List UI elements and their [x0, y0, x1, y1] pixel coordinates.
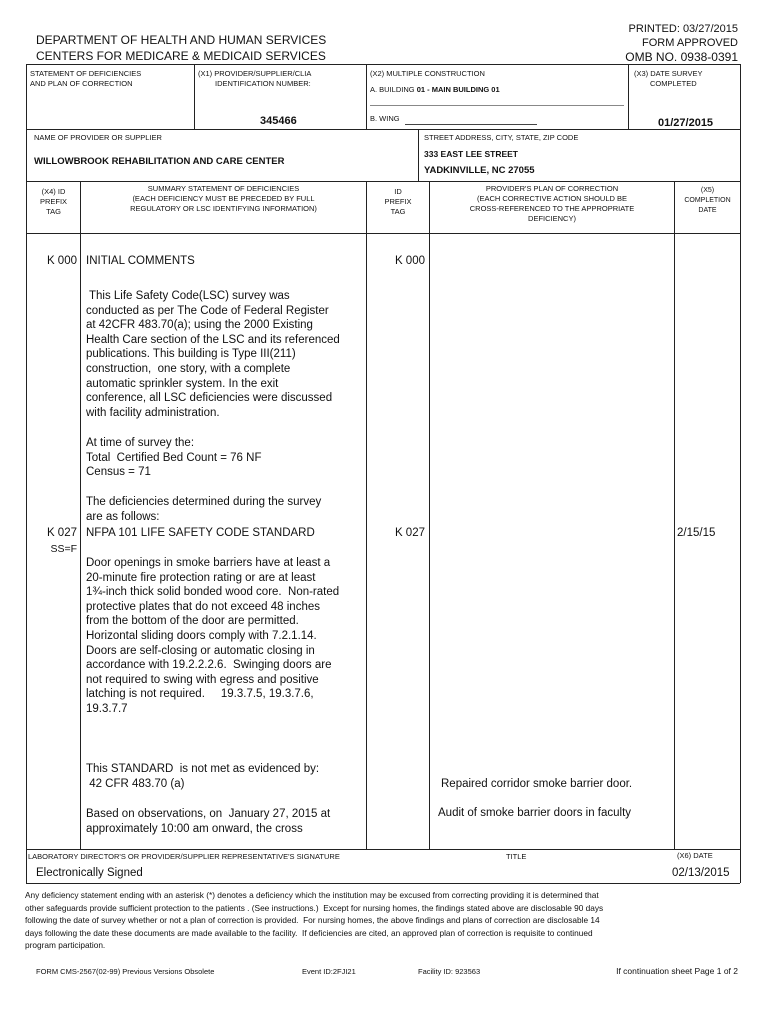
rule-col-x4: [80, 181, 81, 849]
provider-name: WILLOWBROOK REHABILITATION AND CARE CENTER: [34, 156, 285, 167]
k000-id: K 000: [394, 255, 425, 267]
statement-label: STATEMENT OF DEFICIENCIES AND PLAN OF CORRECTION: [30, 69, 142, 88]
x4-header: (X4) ID PREFIX TAG: [39, 187, 68, 216]
wing-label: B. WING: [370, 114, 400, 123]
not-met-text: This STANDARD is not met as evidenced by: 42 CFR 483.70 (a): [86, 763, 320, 790]
k027-id: K 027: [394, 527, 425, 539]
plan-audit: Audit of smoke barrier doors in faculty: [438, 807, 632, 819]
omb-number: OMB NO. 0938-0391: [625, 50, 738, 64]
rule-x2: [366, 64, 367, 129]
x2-label: (X2) MULTIPLE CONSTRUCTION: [370, 69, 485, 78]
signature-label: LABORATORY DIRECTOR'S OR PROVIDER/SUPPLIER REPRESENTATIVE'S SIGNATURE: [28, 852, 340, 861]
provider-name-label: NAME OF PROVIDER OR SUPPLIER: [34, 133, 162, 142]
x5-header: (X5) COMPLETION DATE: [684, 187, 731, 214]
form-approved: FORM APPROVED: [642, 37, 738, 49]
k027-tag: K 027: [46, 527, 77, 539]
event-id: Event ID:2FJI21: [302, 967, 356, 976]
building-row: [370, 85, 500, 95]
k027-scope: SS=F: [50, 543, 77, 555]
agency-title: CENTERS FOR MEDICARE & MEDICAID SERVICES: [36, 49, 326, 63]
disclaimer: Any deficiency statement ending with an asterisk (*) denotes a deficiency which the institution may be excused from correcting providing it is determined that other safeguards provide sufficient protection to the patients . (See instructions.) Except for nursing homes, the findings stated above are disclosable 90 days following the date of survey whether or not a plan of correction is provided. For nursing homes, the above findings and plans of correction are disclosable 14 days following the date these documents are made available to the facility. If deficiencies are cited, an approved plan of correction is requisite to continued program participation.: [25, 890, 604, 951]
x3-label: (X3) DATE SURVEY COMPLETED: [634, 69, 703, 88]
wing-underline: [405, 124, 537, 125]
standard-text: Door openings in smoke barriers have at least a 20-minute fire protection rating or are at least 1¾-inch thick solid bonded wood core. Non-rated protective plates that do not exceed 48 inches from the bottom of the door are permitted. Horizontal sliding doors comply with 7.2.1.14. Doors are self-closing or automatic closing in accordance with 19.2.2.2.6. Swinging doors are not required to swing with egress and positive latching is not required. 19.3.7.5, 19.3.7.6, 19.3.7.7: [86, 557, 340, 715]
id-header: ID PREFIX TAG: [384, 187, 412, 216]
rule-building: [370, 105, 624, 106]
rule-provider-top: [26, 129, 740, 130]
page-number: If continuation sheet Page 1 of 2: [616, 966, 738, 976]
rule-col-id: [429, 181, 430, 849]
rule-columns-bottom: [26, 233, 740, 234]
signature-date: 02/13/2015: [672, 867, 730, 879]
deficiencies-intro: The deficiencies determined during the survey are as follows:: [86, 496, 322, 523]
department-title: DEPARTMENT OF HEALTH AND HUMAN SERVICES: [36, 33, 327, 47]
plan-repair: Repaired corridor smoke barrier door.: [441, 778, 633, 790]
rule-signature-top: [26, 849, 740, 850]
survey-intro-paragraph: This Life Safety Code(LSC) survey was conducted as per The Code of Federal Register at 42CFR 483.70(a); using the 2000 Existing Health Care section of the LSC and its referenced publications. This building is Type III(211) construction, one story, with a complete automatic sprinkler system. In the exit conference, all LSC deficiencies were discussed with facility administration.: [86, 290, 340, 419]
signature-value: Electronically Signed: [36, 867, 143, 879]
rule-columns-top: [26, 181, 740, 182]
k027-title: NFPA 101 LIFE SAFETY CODE STANDARD: [86, 527, 315, 539]
plan-header: PROVIDER'S PLAN OF CORRECTION (EACH CORRECTIVE ACTION SHOULD BE CROSS-REFERENCED TO THE APPROPRIATE DEFICIENCY): [469, 184, 635, 223]
x1-label: (X1) PROVIDER/SUPPLIER/CLIA IDENTIFICATION NUMBER:: [198, 69, 312, 88]
rule-top: [26, 64, 740, 65]
rule-x1: [194, 64, 195, 129]
form-number: FORM CMS-2567(02-99) Previous Versions Obsolete: [36, 967, 215, 976]
survey-completed-date: 01/27/2015: [658, 117, 714, 129]
rule-x3: [628, 64, 629, 129]
rule-col-summary: [366, 181, 367, 849]
rule-address: [418, 129, 419, 181]
rule-right: [740, 64, 741, 883]
street-address: 333 EAST LEE STREET: [424, 149, 518, 159]
building-label: A. BUILDING: [370, 85, 415, 94]
provider-id-number: 345466: [260, 115, 297, 127]
city-state-zip: YADKINVILLE, NC 27055: [424, 165, 535, 176]
address-label: STREET ADDRESS, CITY, STATE, ZIP CODE: [424, 133, 579, 142]
k000-title: INITIAL COMMENTS: [86, 255, 195, 267]
summary-header: SUMMARY STATEMENT OF DEFICIENCIES (EACH DEFICIENCY MUST BE PRECEDED BY FULL REGULATORY OR LSC IDENTIFYING INFORMATION): [130, 184, 317, 213]
census-paragraph: At time of survey the: Total Certified Bed Count = 76 NF Census = 71: [86, 437, 262, 479]
printed-date: PRINTED: 03/27/2015: [628, 23, 738, 35]
x6-date-label: (X6) DATE: [677, 851, 713, 860]
title-label: TITLE: [506, 852, 527, 861]
facility-id: Facility ID: 923563: [418, 967, 481, 976]
k000-tag: K 000: [46, 255, 77, 267]
k027-completion-date: 2/15/15: [677, 527, 716, 539]
observation-text: Based on observations, on January 27, 2015 at approximately 10:00 am onward, the cross: [86, 808, 331, 835]
rule-signature-bottom: [26, 883, 740, 884]
building-value: 01 - MAIN BUILDING 01: [416, 85, 500, 94]
rule-col-plan: [674, 181, 675, 849]
